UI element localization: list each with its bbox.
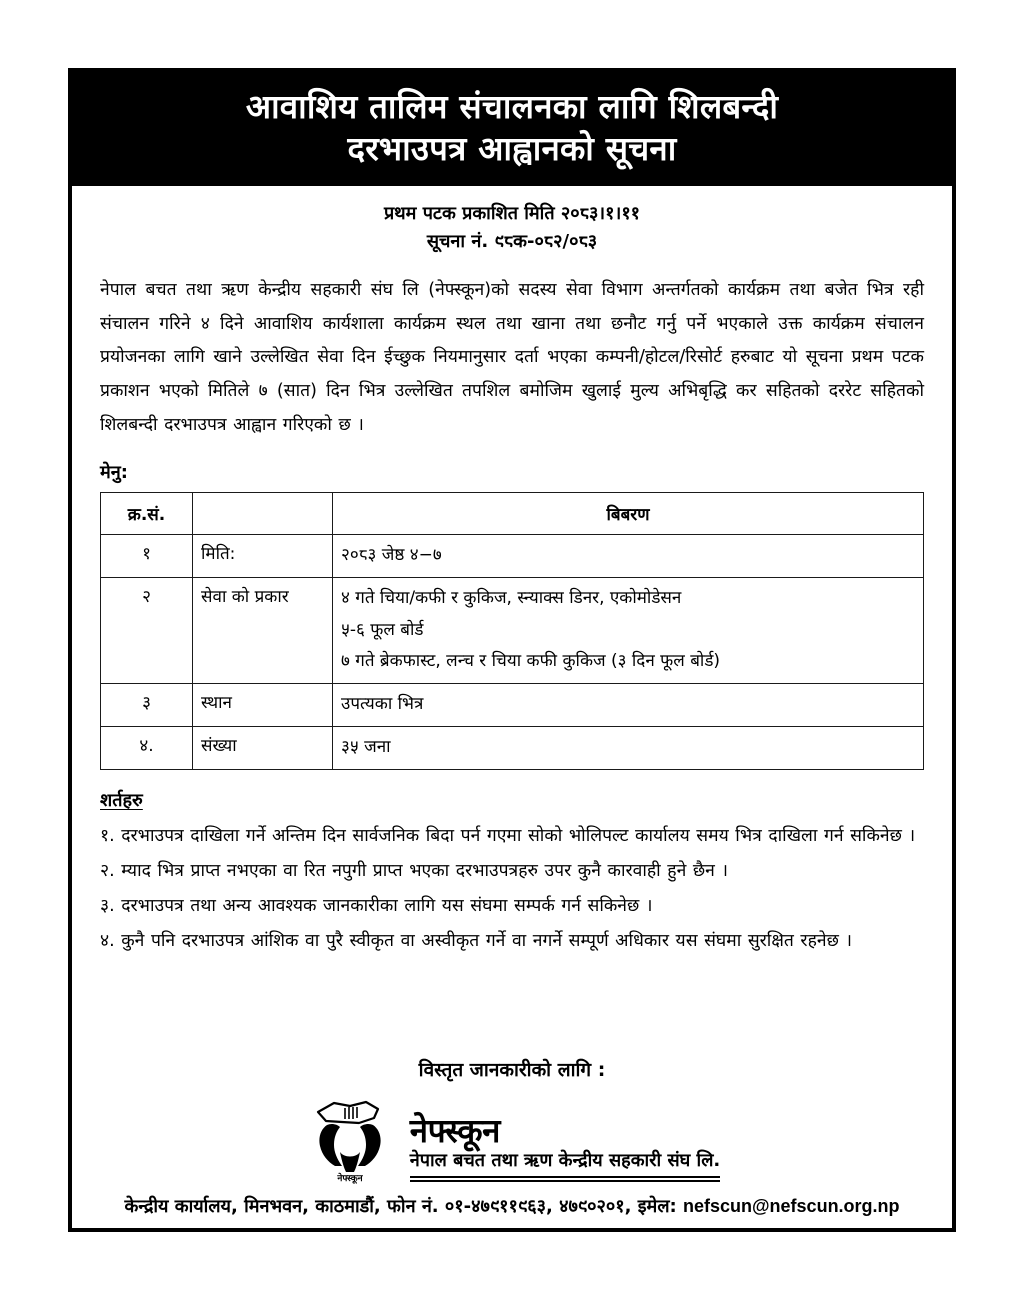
footer-lead-text: विस्तृत जानकारीको लागि : — [418, 1059, 606, 1081]
row-value — [333, 684, 924, 727]
intro-paragraph: नेपाल बचत तथा ऋण केन्द्रीय सहकारी संघ लि (नेफ्स्कून)को सदस्य सेवा विभाग अन्तर्गतको कार्यक्रम तथा बजेत भित्र रही संचालन गरिने ४ दिने आवाशिय कार्यशाला कार्यक्रम स्थल तथा खाना तथा छनौट गर्नु पर्ने भएकाले उक्त कार्यक्रम संचालन प्रयोजनका लागि खाने उल्लेखित सेवा दिन ईच्छुक नियमानुसार दर्ता भएका कम्पनी/होटल/रिसोर्ट हरुबाट यो सूचना प्रथम पटक प्रकाशन भएको मितिले ७ (सात) दिन भित्र उल्लेखित तपशिल बमोजिम खुलाई मुल्य अभिबृद्धि कर सहितको दररेट सहितको शिलबन्दी दरभाउपत्र आह्वान गरिएको छ । — [100, 280, 924, 435]
brand-name: नेफ्स्कून — [409, 1110, 500, 1150]
row-value-line: उपत्यका भित्र — [341, 694, 424, 715]
column-header-sn: क्र.सं. — [101, 493, 193, 535]
brand-text-block — [409, 1110, 721, 1184]
table-row — [101, 577, 924, 683]
row-value — [333, 726, 924, 769]
notice-footer — [72, 1056, 952, 1228]
contact-line — [100, 1194, 924, 1228]
notice-body — [72, 260, 952, 1042]
condition-item-2: २. म्याद भित्र प्राप्त नभएका वा रित नपुगी प्राप्त भएका दरभाउपत्रहरु उपर कुनै कारवाही हुने छैन । — [100, 860, 729, 881]
row-key: सेवा को प्रकार — [193, 577, 333, 683]
column-header-description: बिबरण — [333, 493, 924, 535]
row-value-line: ७ गते ब्रेकफास्ट, लन्च र चिया कफी कुकिज (३ दिन फूल बोर्ड) — [341, 651, 721, 672]
condition-item-4: ४. कुनै पनि दरभाउपत्र आंशिक वा पुरै स्वीकृत वा अस्वीकृत गर्ने वा नगर्ने सम्पूर्ण अधिकार यस संघमा सुरक्षित रहनेछ । — [100, 931, 853, 952]
hands-holding-nepal-map-logo-icon — [304, 1092, 396, 1184]
published-date: प्रथम पटक प्रकाशित मिति २०८३।१।११ — [383, 203, 641, 225]
row-key: मिति: — [193, 535, 333, 578]
row-value-line: ३५ जना — [341, 736, 391, 757]
notice-subheader — [72, 186, 952, 260]
row-serial: ४. — [101, 726, 193, 769]
row-value-line: ५-६ फूल बोर्ड — [341, 619, 424, 640]
menu-section-label: मेनु: — [100, 462, 128, 484]
table-header-row — [101, 493, 924, 535]
page-title-line-2: दरभाउपत्र आह्वानको सूचना — [347, 129, 677, 169]
notice-number: सूचना नं. ९८क-०८२/०८३ — [426, 231, 598, 253]
notice-document — [68, 68, 956, 1232]
row-value — [333, 577, 924, 683]
brand-block — [100, 1092, 924, 1184]
table-row — [101, 684, 924, 727]
brand-divider — [410, 1180, 721, 1182]
row-serial: १ — [101, 535, 193, 578]
table-row — [101, 726, 924, 769]
contact-address-text: केन्द्रीय कार्यालय, मिनभवन, काठमाडौं, फोन नं. ०१-४७९११९६३, ४७९०२०१, इमेल: — [124, 1196, 683, 1217]
row-serial: ३ — [101, 684, 193, 727]
row-value-line: ४ गते चिया/कफी र कुकिज, स्न्याक्स डिनर, एकोमोडेसन — [341, 587, 682, 608]
menu-table — [100, 492, 924, 770]
condition-item-3: ३. दरभाउपत्र तथा अन्य आवश्यक जानकारीका लागि यस संघमा सम्पर्क गर्न सकिनेछ । — [100, 896, 653, 917]
conditions-section-label: शर्तहरु — [100, 789, 143, 811]
row-value — [333, 535, 924, 578]
condition-item-1: १. दरभाउपत्र दाखिला गर्ने अन्तिम दिन सार्वजनिक बिदा पर्न गएमा सोको भोलिपल्ट कार्यालय समय भित्र दाखिला गर्न सकिनेछ । — [100, 825, 916, 846]
row-value-line: २०८३ जेष्ठ ४−७ — [341, 545, 442, 566]
svg-text:नेफ्स्कून: नेफ्स्कून — [337, 1174, 363, 1184]
row-serial: २ — [101, 577, 193, 683]
row-key: स्थान — [193, 684, 333, 727]
notice-header-band — [72, 72, 952, 186]
row-key: संख्या — [193, 726, 333, 769]
table-row — [101, 535, 924, 578]
contact-email[interactable]: nefscun@nefscun.org.np — [682, 1196, 900, 1216]
brand-subtitle: नेपाल बचत तथा ऋण केन्द्रीय सहकारी संघ लि. — [410, 1149, 721, 1178]
column-header-blank — [193, 493, 333, 535]
page-title-line-1: आवाशिय तालिम संचालनका लागि शिलबन्दी — [245, 87, 779, 126]
